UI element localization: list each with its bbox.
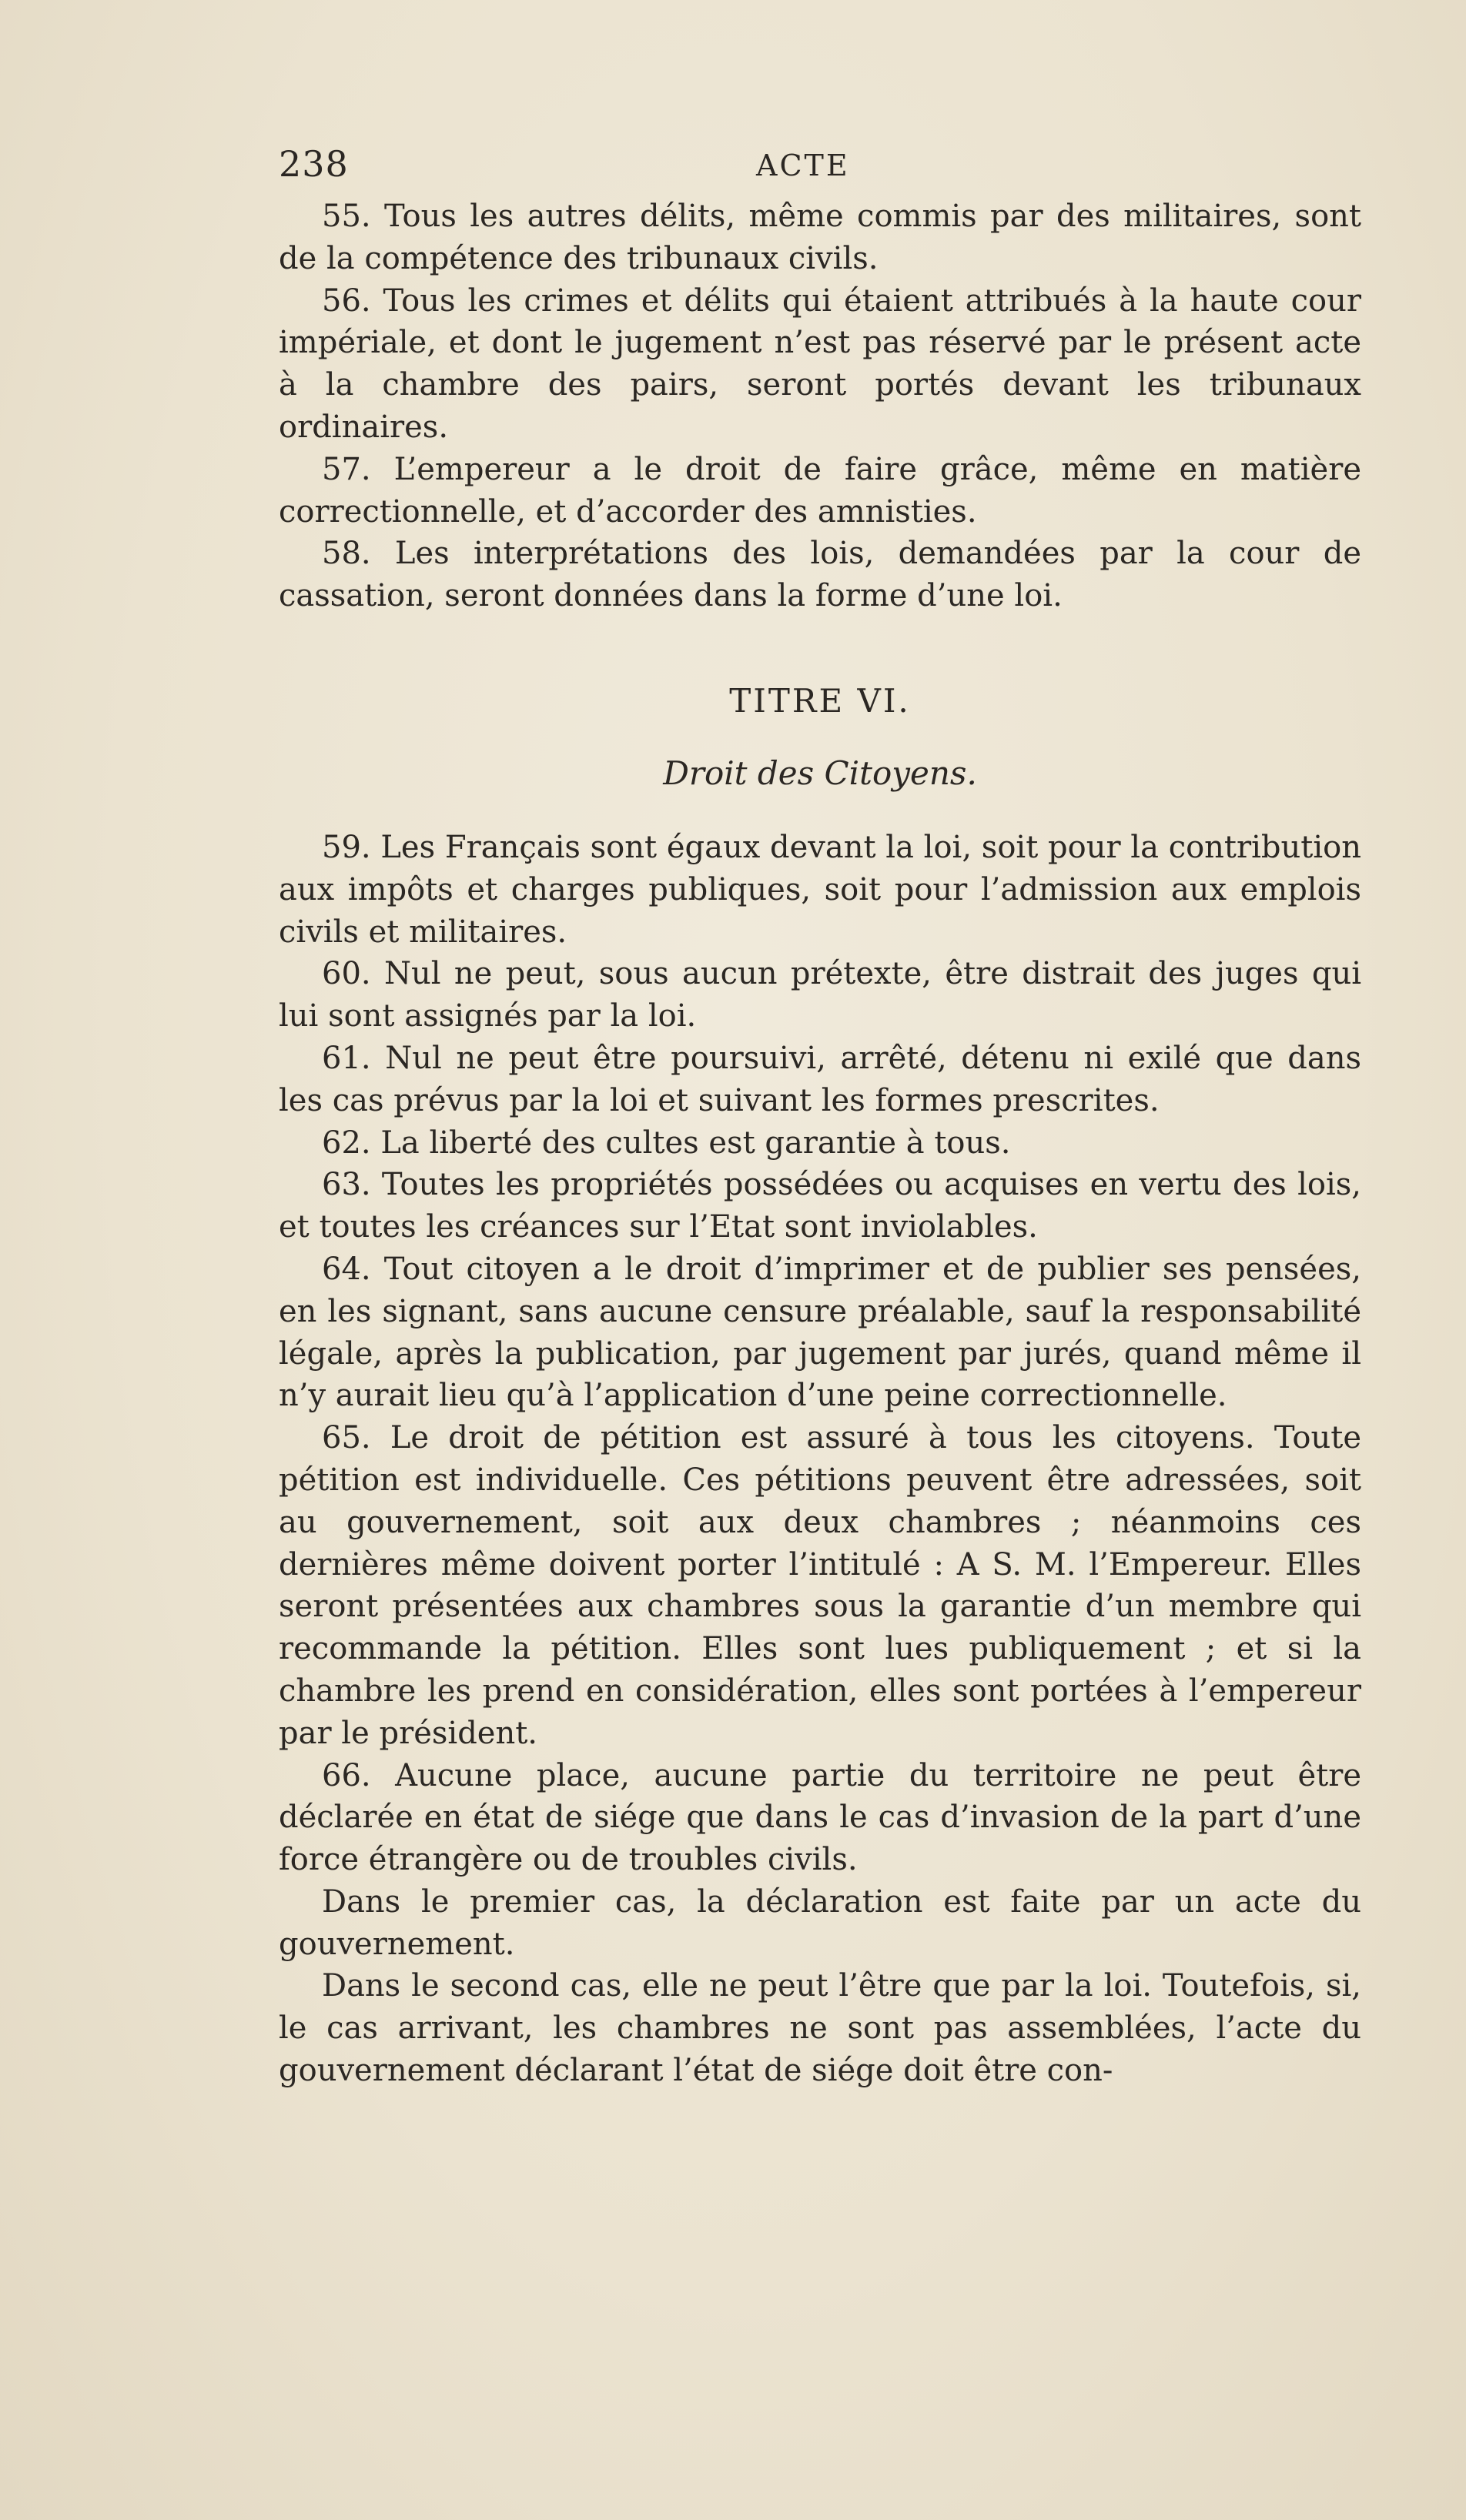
article-66: 66. Aucune place, aucune partie du territoire ne peut être déclarée en état de siége que dans le cas d’invasion de la part d’une force étrangère ou de troubles civils. bbox=[279, 1757, 1361, 1878]
page-header bbox=[279, 139, 1361, 196]
section-title: TITRE VI. bbox=[729, 681, 911, 720]
article-66-second-case: Dans le second cas, elle ne peut l’être que par la loi. Toutefois, si, le cas arrivant, les chambres ne sont pas assemblées, l’acte du gouvernement déclarant l’état de siége doit être con- bbox=[279, 1968, 1361, 2089]
section-subtitle: Droit des Citoyens. bbox=[663, 754, 977, 792]
article-63: 63. Toutes les propriétés possédées ou acquises en vertu des lois, et toutes les créances sur l’Etat sont inviolables. bbox=[279, 1167, 1361, 1245]
article-65: 65. Le droit de pétition est assuré à tous les citoyens. Toute pétition est individuelle. Ces pétitions peuvent être adressées, soit au gouvernement, soit aux deux chambres ; néanmoins ces dernières même doivent porter l’intitulé : A S. M. l’Empereur. Elles seront présentées aux chambres sous la garantie d’un membre qui recommande la pétition. Elles sont lues publiquement ; et si la chambre les prend en considération, elles sont portées à l’empereur par le président. bbox=[279, 1420, 1361, 1751]
article-66-first-case: Dans le premier cas, la déclaration est faite par un acte du gouvernement. bbox=[279, 1883, 1361, 1962]
article-61: 61. Nul ne peut être poursuivi, arrêté, détenu ni exilé que dans les cas prévus par la loi et suivant les formes prescrites. bbox=[279, 1040, 1361, 1118]
article-64: 64. Tout citoyen a le droit d’imprimer et de publier ses pensées, en les signant, sans aucune censure préalable, sauf la responsabilité légale, après la publication, par jugement par jurés, quand même il n’y aurait lieu qu’à l’application d’une peine correctionnelle. bbox=[279, 1251, 1361, 1414]
article-56: 56. Tous les crimes et délits qui étaient attribués à la haute cour impériale, et dont le jugement n’est pas réservé par le présent acte à la chambre des pairs, seront portés devant les tribunaux ordinaires. bbox=[279, 282, 1361, 445]
text-block bbox=[279, 139, 1361, 2092]
article-59: 59. Les Français sont égaux devant la loi, soit pour la contribution aux impôts et charges publiques, soit pour l’admission aux emplois civils et militaires. bbox=[279, 829, 1361, 950]
article-55: 55. Tous les autres délits, même commis par des militaires, sont de la compétence des tribunaux civils. bbox=[279, 199, 1361, 276]
article-57: 57. L’empereur a le droit de faire grâce, même en matière correctionnelle, et d’accorder des amnisties. bbox=[279, 451, 1361, 530]
running-title: ACTE bbox=[756, 149, 850, 182]
article-58: 58. Les interprétations des lois, demandées par la cour de cassation, seront données dans la forme d’une loi. bbox=[279, 536, 1361, 614]
article-62: 62. La liberté des cultes est garantie à tous. bbox=[322, 1125, 1011, 1161]
section-spacer bbox=[279, 617, 1361, 680]
article-60: 60. Nul ne peut, sous aucun prétexte, être distrait des juges qui lui sont assignés par la loi. bbox=[279, 956, 1361, 1034]
page-number: 238 bbox=[279, 143, 349, 185]
